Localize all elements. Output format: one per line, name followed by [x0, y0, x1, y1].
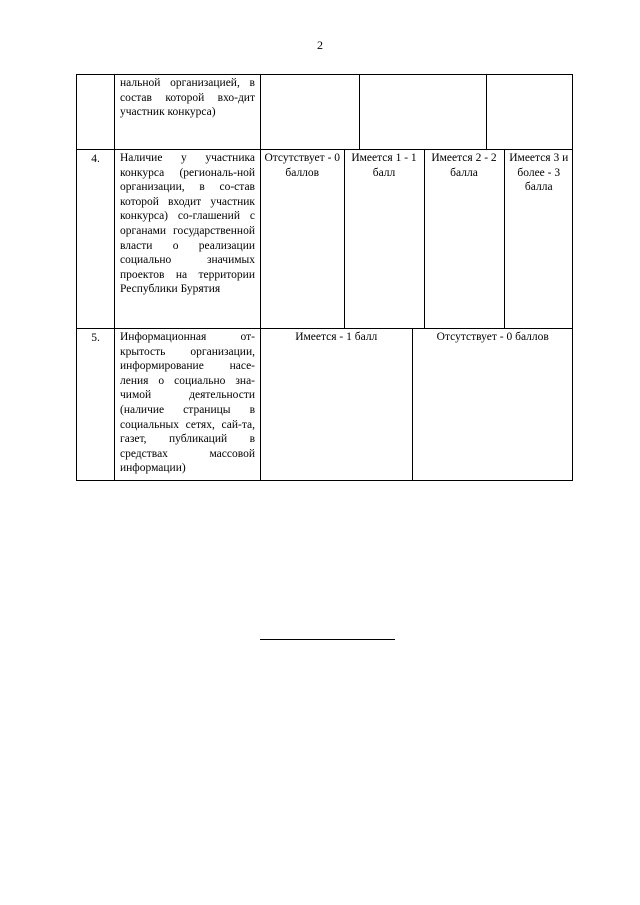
row-number-cell — [77, 75, 115, 150]
table-row — [77, 150, 573, 329]
row-number-cell: 5. — [77, 329, 115, 481]
criterion-cell: нальной организацией, в состав которой вхо-дит участник конкурса) — [115, 75, 261, 150]
score-present-cell: Имеется - 1 балл — [261, 329, 412, 480]
criteria-table-top — [76, 74, 573, 481]
score-subtable — [261, 329, 573, 480]
table-row — [77, 75, 573, 150]
end-divider-line — [260, 639, 395, 640]
score-two-cell: Имеется 2 - 2 балла — [424, 150, 504, 328]
criterion-cell: Наличие у участника конкурса (региональ-ной организации, в со-став которой входит участник конкурса) со-глашений с органами государственной власти о реализации социально значимых проектов на территории Республики Бурятия — [115, 150, 261, 329]
score-absent-cell: Отсутствует - 0 баллов — [412, 329, 573, 480]
score-cell — [261, 75, 360, 150]
page-number: 2 — [317, 38, 323, 52]
score-absent-cell: Отсутствует - 0 баллов — [261, 150, 344, 328]
row-number-cell: 4. — [77, 150, 115, 329]
table-row — [77, 329, 573, 481]
score-three-cell: Имеется 3 и более - 3 балла — [504, 150, 573, 328]
score-cell — [487, 75, 573, 150]
score-subtable — [261, 150, 573, 328]
score-cell — [360, 75, 487, 150]
criterion-cell: Информационная от-крытость организации, информирование насе-ления о социально зна-чимой деятельности (наличие страницы в социальных сетях, сай-та, газет, публикаций в средствах массовой информации) — [115, 329, 261, 481]
score-group-cell — [261, 150, 573, 329]
score-group-cell — [261, 329, 573, 481]
score-one-cell: Имеется 1 - 1 балл — [344, 150, 424, 328]
